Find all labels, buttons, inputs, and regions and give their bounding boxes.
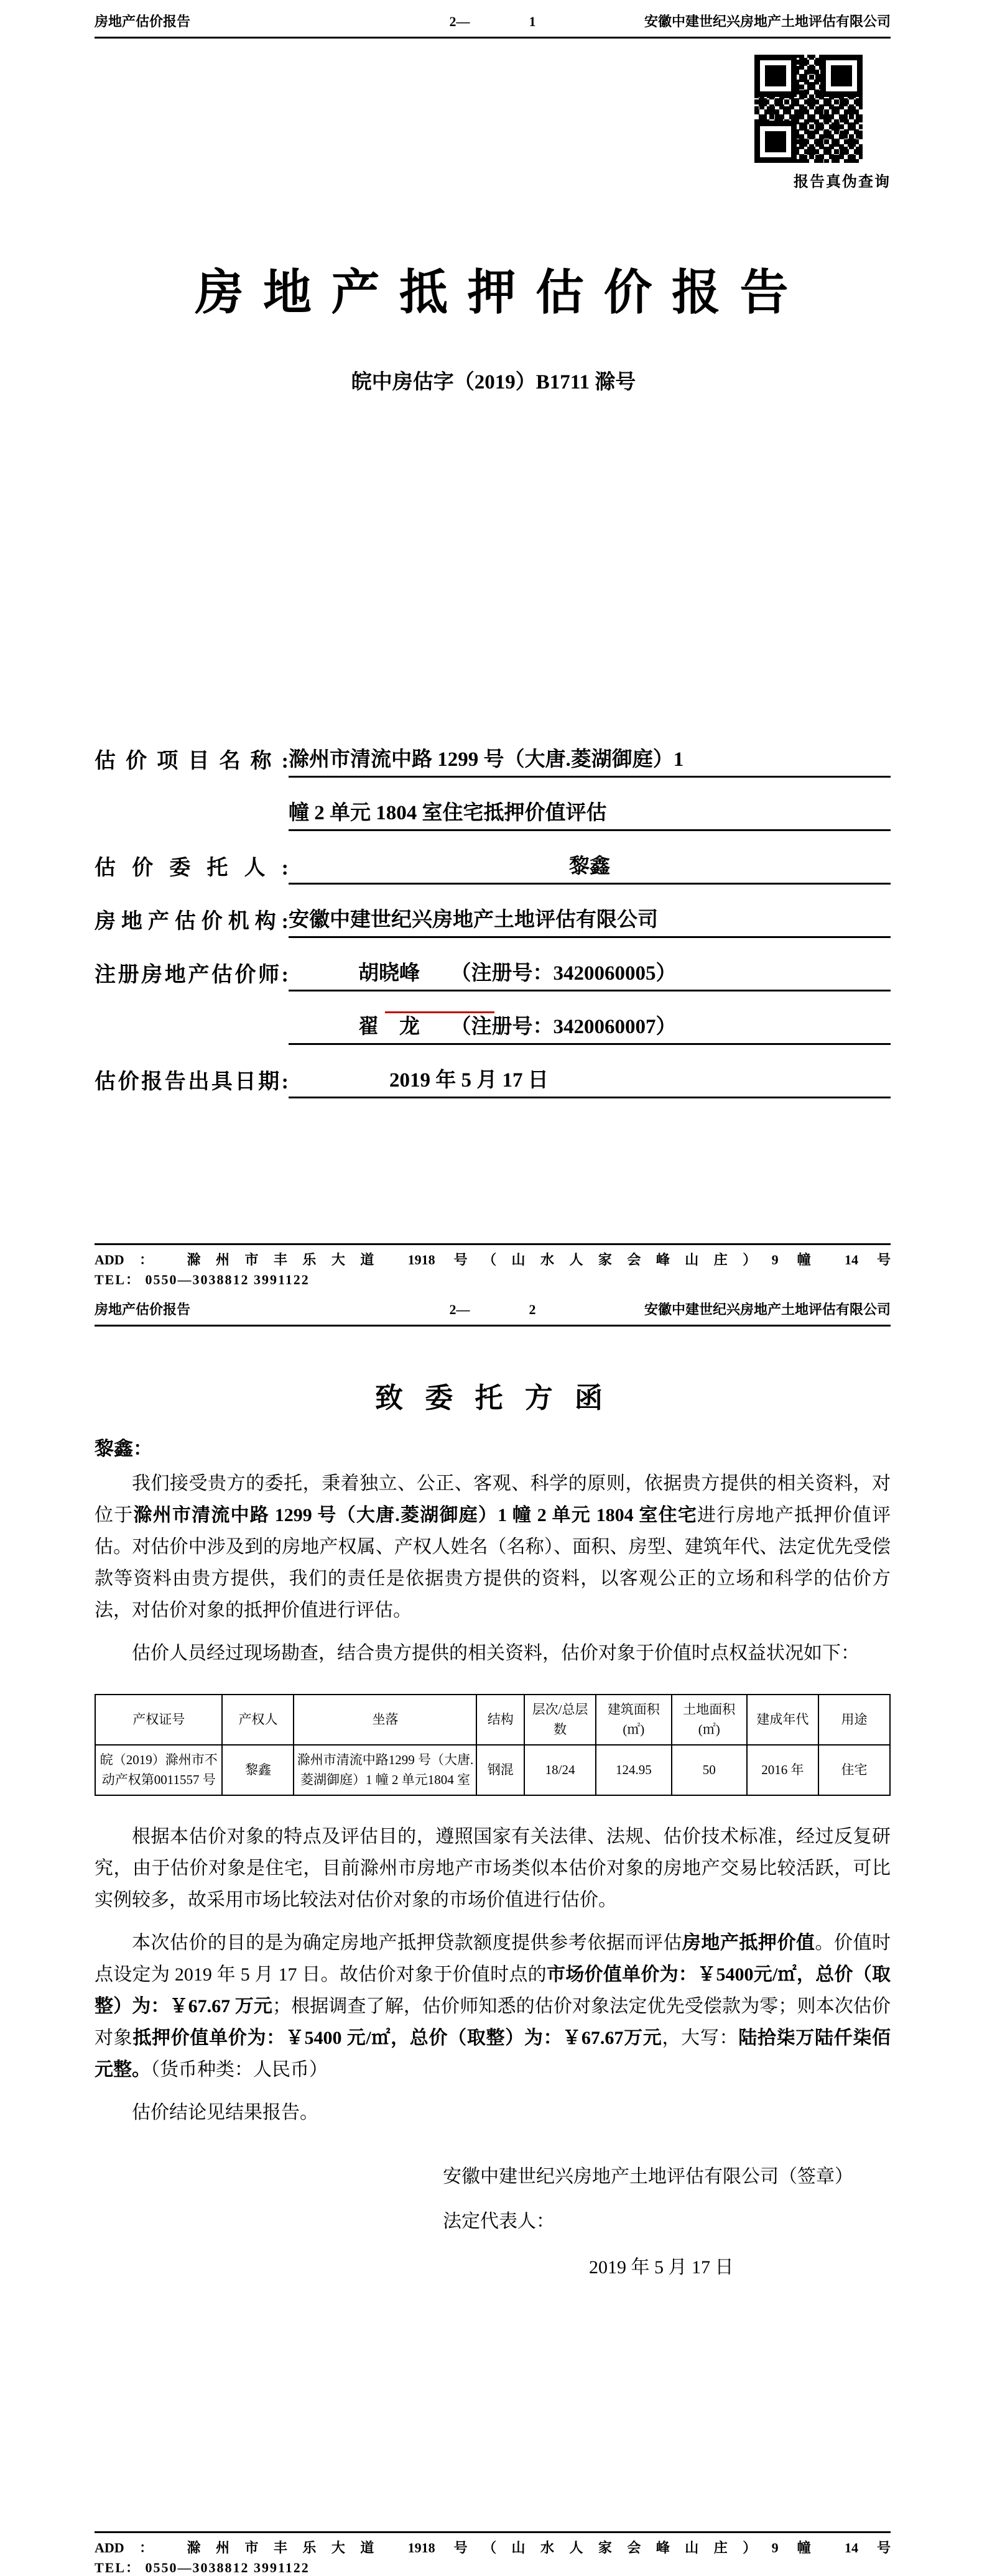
qr-code xyxy=(754,55,863,163)
form-row-appraiser2 xyxy=(95,1010,891,1045)
qr-finder-icon xyxy=(820,55,863,97)
table-header-land-area: 土地面积(㎡) xyxy=(672,1695,747,1745)
table-row xyxy=(95,1745,890,1795)
report-doc-number: 皖中房估字（2019）B1711 滁号 xyxy=(351,371,636,393)
table-cell-floor: 18/24 xyxy=(524,1745,596,1795)
table-header-row xyxy=(95,1695,890,1745)
letter-paragraph-1: 我们接受贵方的委托，秉着独立、公正、客观、科学的原则，依据贵方提供的相关资料，对位于滁州市清流中路 1299 号（大唐.菱湖御庭）1 幢 2 单元 1804 室住宅进行房地产抵押价值评估。对估价中涉及到的房地产权属、产权人姓名（名称）、面积、房型、建筑年代、法定优先受偿款等资料由贵方提供，我们的责任是依据贵方提供的资料，以客观公正的立场和科学的估价方法，对估价对象的抵押价值进行评估。 xyxy=(95,1473,891,1621)
letter-paragraph-5: 估价结论见结果报告。 xyxy=(132,2102,318,2123)
report-title: 房 地 产 抵 押 估 价 报 告 xyxy=(195,265,792,320)
table-header-owner: 产权人 xyxy=(222,1695,294,1745)
table-header-year: 建成年代 xyxy=(747,1695,818,1745)
header-page-number: 1 xyxy=(529,14,536,29)
footer-phone: TEL： 0550—3038812 3991122 xyxy=(95,2560,310,2575)
signature-legal-rep: 法定代表人： xyxy=(443,2211,555,2232)
table-cell-structure: 钢混 xyxy=(476,1745,524,1795)
page-2 xyxy=(0,1288,987,2576)
form-value-project-line2: 幢 2 单元 1804 室住宅抵押价值评估 xyxy=(289,796,891,831)
form-row-date xyxy=(95,1064,891,1098)
form-label-appraiser: 注册房地产估价师: xyxy=(95,964,289,987)
letter-salutation: 黎鑫： xyxy=(95,1438,152,1460)
cover-form xyxy=(95,743,891,1117)
table-cell-cert: 皖（2019）滁州市不动产权第0011557 号 xyxy=(95,1745,222,1795)
red-annotation-line xyxy=(385,1011,494,1013)
header-company: 安徽中建世纪兴房地产土地评估有限公司 xyxy=(644,1302,891,1317)
letter-paragraph-3: 根据本估价对象的特点及评估目的，遵照国家有关法律、法规、估价技术标准，经过反复研究，由于估价对象是住宅，目前滁州市房地产市场类似本估价对象的房地产交易比较活跃，可比实例较多，故采用市场比较法对估价对象的市场价值进行估价。 xyxy=(95,1826,891,1910)
header-doc-title: 房地产估价报告 xyxy=(95,1302,191,1317)
table-cell-owner: 黎鑫 xyxy=(222,1745,294,1795)
table-cell-building-area: 124.95 xyxy=(596,1745,671,1795)
form-row-appraiser1 xyxy=(95,957,891,991)
form-row-project xyxy=(95,743,891,778)
form-label-project: 估价项目名称: xyxy=(95,750,289,773)
page-footer xyxy=(95,2531,891,2576)
qr-caption: 报告真伪查询 xyxy=(794,174,891,190)
form-value-appraiser2 xyxy=(289,1010,891,1045)
table-cell-use: 住宅 xyxy=(818,1745,890,1795)
table-cell-location: 滁州市清流中路1299 号（大唐.菱湖御庭）1 幢 2 单元1804 室 xyxy=(294,1745,476,1795)
header-page-indicator xyxy=(450,14,536,30)
signature-block xyxy=(95,2164,891,2280)
table-header-cert: 产权证号 xyxy=(95,1695,222,1745)
footer-address: ADD： 滁州市丰乐大道 1918 号（山水人家会峰山庄）9 幢 14 号 xyxy=(95,2540,891,2555)
letter-body xyxy=(95,1375,891,2280)
form-value-date: 2019 年 5 月 17 日 xyxy=(289,1064,891,1098)
table-header-location: 坐落 xyxy=(294,1695,476,1745)
header-page-indicator xyxy=(450,1302,536,1318)
letter-paragraph-2: 估价人员经过现场勘查，结合贵方提供的相关资料，估价对象于价值时点权益状况如下： xyxy=(132,1643,860,1663)
signature-company: 安徽中建世纪兴房地产土地评估有限公司（签章） xyxy=(443,2166,853,2187)
property-rights-table xyxy=(95,1694,891,1796)
form-value-agency: 安徽中建世纪兴房地产土地评估有限公司 xyxy=(289,903,891,938)
letter-paragraph-4: 本次估价的目的是为确定房地产抵押贷款额度提供参考依据而评估房地产抵押价值。价值时点设定为 2019 年 5 月 17 日。故估价对象于价值时点的市场价值单价为：￥5400元/㎡，总价（取整）为：￥67.67 万元；根据调查了解，估价师知悉的估价对象法定优先受偿款为零；则本次估价对象抵押价值单价为：￥5400 元/㎡，总价（取整）为：￥67.67万元，大写：陆拾柒万陆仟柒佰元整。（货币种类：人民币） xyxy=(95,1933,891,2080)
table-header-floor: 层次/总层数 xyxy=(524,1695,596,1745)
form-label-client: 估价委托人: xyxy=(95,857,289,880)
table-header-use: 用途 xyxy=(818,1695,890,1745)
form-row-project-cont xyxy=(95,796,891,831)
form-value-project-line1: 滁州市清流中路 1299 号（大唐.菱湖御庭）1 xyxy=(289,743,891,778)
table-header-building-area: 建筑面积(㎡) xyxy=(596,1695,671,1745)
table-cell-land-area: 50 xyxy=(672,1745,747,1795)
header-doc-title: 房地产估价报告 xyxy=(95,14,191,29)
form-row-client xyxy=(95,850,891,885)
table-header-structure: 结构 xyxy=(476,1695,524,1745)
qr-finder-icon xyxy=(754,121,797,163)
footer-phone: TEL： 0550—3038812 3991122 xyxy=(95,1272,310,1287)
form-row-agency xyxy=(95,903,891,938)
form-label-date: 估价报告出具日期: xyxy=(95,1070,289,1093)
form-label-agency: 房地产估价机构: xyxy=(95,910,289,933)
letter-title: 致 委 托 方 函 xyxy=(374,1382,610,1414)
footer-address: ADD： 滁州市丰乐大道 1918 号（山水人家会峰山庄）9 幢 14 号 xyxy=(95,1252,891,1267)
table-cell-year: 2016 年 xyxy=(747,1745,818,1795)
signature-date: 2019 年 5 月 17 日 xyxy=(589,2257,734,2278)
header-page-marker: 2— xyxy=(449,1302,470,1317)
header-page-number: 2 xyxy=(529,1302,536,1317)
page-header xyxy=(95,1299,891,1327)
form-label-spacer xyxy=(95,827,289,831)
page-footer xyxy=(95,1243,891,1288)
form-value-appraiser2-text: 翟 龙 （注册号：3420060007） xyxy=(358,1016,677,1038)
form-value-appraiser1: 胡晓峰 （注册号：3420060005） xyxy=(289,957,891,991)
form-label-spacer xyxy=(95,1041,289,1045)
qr-finder-icon xyxy=(754,55,797,97)
form-value-client: 黎鑫 xyxy=(289,850,891,885)
header-page-marker: 2— xyxy=(449,14,470,29)
page-header xyxy=(95,11,891,39)
header-company: 安徽中建世纪兴房地产土地评估有限公司 xyxy=(644,14,891,29)
